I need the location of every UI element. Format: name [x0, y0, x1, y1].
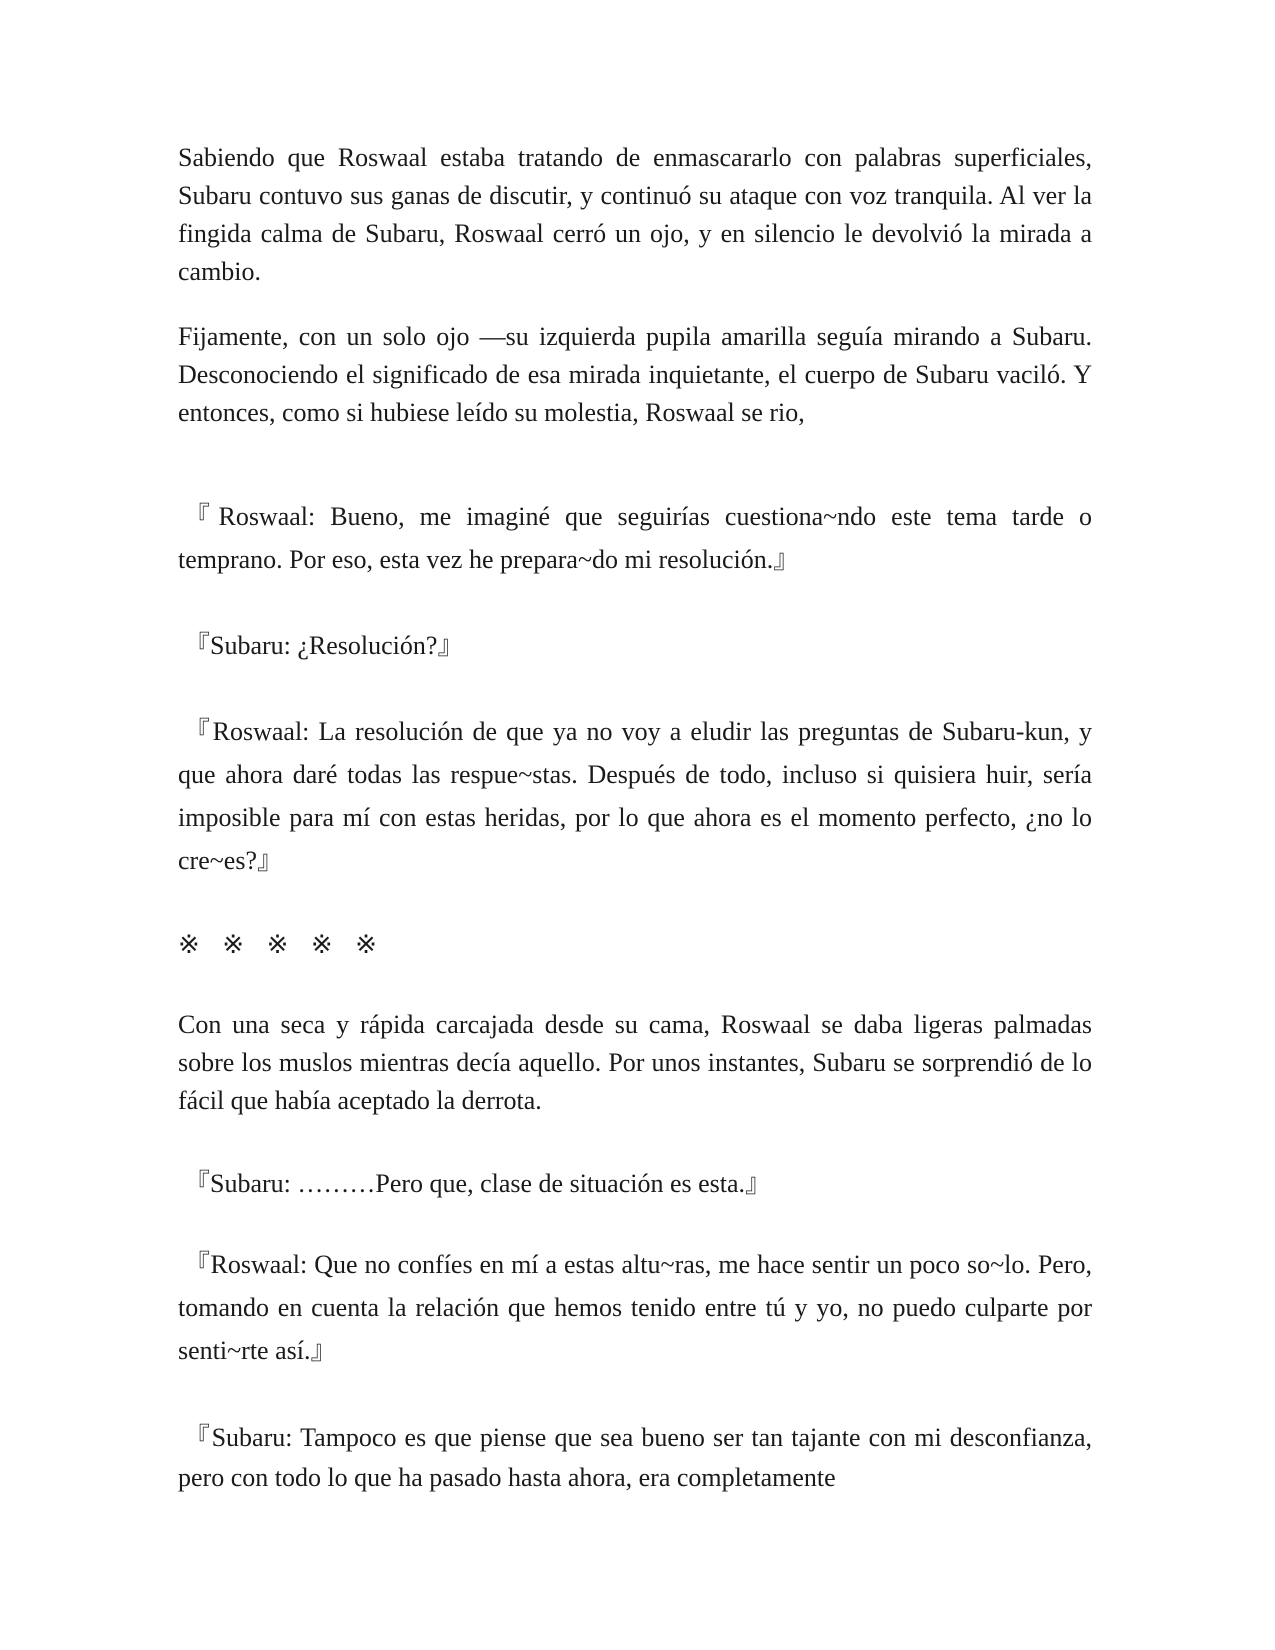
paragraph-3: Con una seca y rápida carcajada desde su cama, Roswaal se daba ligeras palmadas sobre los muslos mientras decía aquello. Por unos instantes, Subaru se sorprendió de lo fácil que había aceptado la derrota.: [178, 1010, 1092, 1115]
dialogue-subaru-3: 『Subaru: Tampoco es que piense que sea bueno ser tan tajante con mi desconfianza, pero con todo lo que ha pasado hasta ahora, era completamente: [178, 1423, 1092, 1492]
scene-separator: ※ ※ ※ ※ ※: [178, 930, 383, 959]
paragraph-2: Fijamente, con un solo ojo —su izquierda pupila amarilla seguía mirando a Subaru. Desconociendo el significado de esa mirada inquietante, el cuerpo de Subaru vaciló. Y entonces, como si hubiese leído su molestia, Roswaal se rio,: [178, 322, 1092, 427]
dialogue-roswaal-2: 『Roswaal: La resolución de que ya no voy a eludir las preguntas de Subaru-kun, y que ahora daré todas las respue~stas. Después de todo, incluso si quisiera huir, sería imposible para mí con estas heridas, por lo que ahora es el momento perfecto, ¿no lo cre~es?』: [178, 717, 1092, 875]
dialogue-roswaal-3: 『Roswaal: Que no confíes en mí a estas altu~ras, me hace sentir un poco so~lo. Pero, tomando en cuenta la relación que hemos tenido entre tú y yo, no puedo culparte por senti~rte así.』: [178, 1250, 1092, 1365]
dialogue-roswaal-1: 『Roswaal: Bueno, me imaginé que seguirías cuestiona~ndo este tema tarde o temprano. Por eso, esta vez he prepara~do mi resolución.』: [178, 502, 1092, 574]
paragraph-1: Sabiendo que Roswaal estaba tratando de enmascararlo con palabras superficiales, Subaru contuvo sus ganas de discutir, y continuó su ataque con voz tranquila. Al ver la fingida calma de Subaru, Roswaal cerró un ojo, y en silencio le devolvió la mirada a cambio.: [178, 143, 1092, 286]
dialogue-subaru-1: 『Subaru: ¿Resolución?』: [184, 631, 464, 660]
dialogue-subaru-2: 『Subaru: ………Pero que, clase de situación es esta.』: [184, 1169, 772, 1198]
